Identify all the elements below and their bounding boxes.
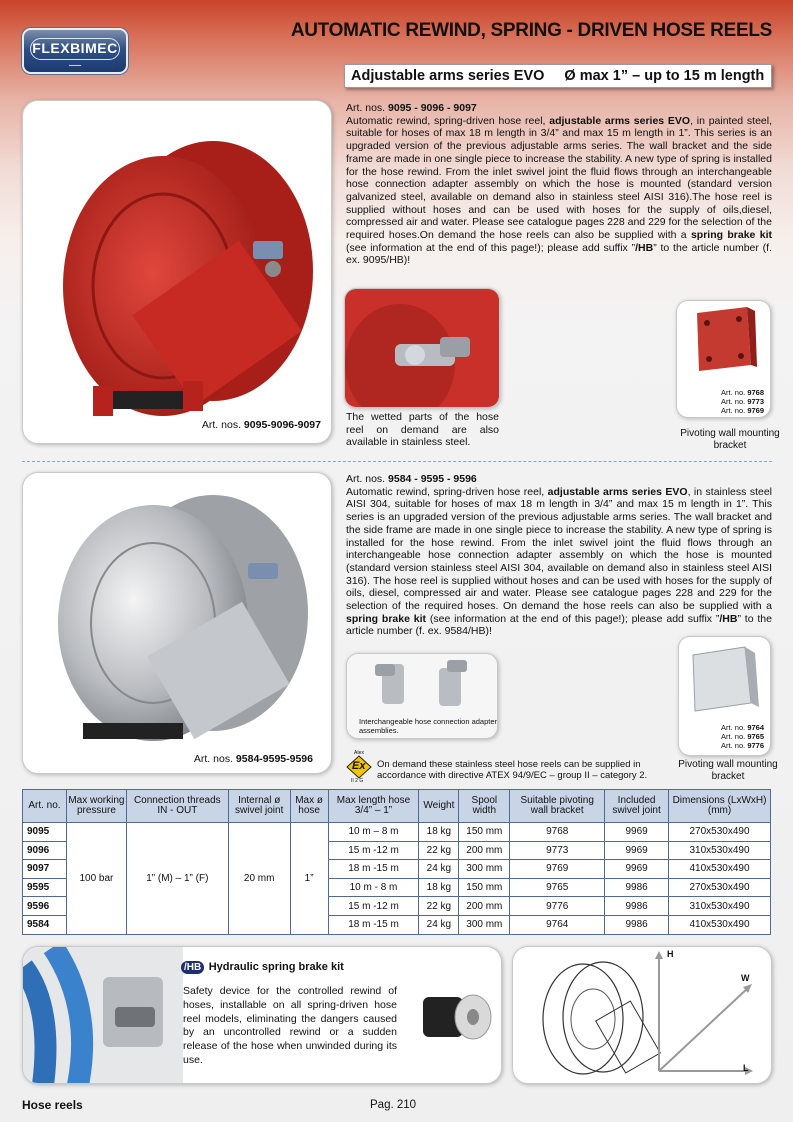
table-row: 9096 15 m -12 m 22 kg 200 mm 9773 9969 310x530x490 [23,841,771,860]
table-row: 9584 18 m -15 m 24 kg 300 mm 9764 9986 410x530x490 [23,915,771,934]
section1-body: Automatic rewind, spring-driven hose reel, adjustable arms series EVO, in painted steel, suitable for hoses of max 18 m length in 3/4” and max 15 m length in 1”. This series is an upgraded version of the previous adjustable arms series. The wall bracket and the side frame are made in one single piece to increase the stability. A new type of spring is installed for the hose rewind. From the inlet swivel joint the fluid flows through an interchangeable hose connection adapter assembly on which the hose is mounted (standard version galvanized steel, available on demand also in stainless steel AISI 316).The hose reel is supplied without hoses and can be used with hoses for the supply of oils,diesel, compressed air and water. Please see catalogue pages 228 and 229 for the selection of the required hoses.On demand the hose reels can also be supplied with a spring brake kit (see information at the end of this page!); please add suffix ”/HB” to the article number (f. ex. 9095/HB)! [346,114,773,267]
stainless-hose-reel-image [23,473,332,774]
series-subtitle [344,64,772,88]
logo-text: FLEXBIMEC [30,38,120,60]
table-row: 9596 15 m -12 m 22 kg 200 mm 9776 9986 310x530x490 [23,897,771,916]
col-pressure: Max working pressure [66,790,126,823]
red-bracket-photo [676,300,771,418]
col-spool: Spool width [459,790,510,823]
col-joint: Included swivel joint [605,790,669,823]
brake-kit-panel [22,946,502,1084]
section2-description [346,473,772,638]
dimensions-diagram-panel [512,946,772,1084]
brake-kit-reel-image [23,947,183,1084]
axis-h-label: H [667,949,674,959]
axis-l-label: L [743,1063,749,1073]
red-bracket-caption: Pivoting wall mounting bracket [680,428,780,451]
threads-cell: 1” (M) – 1” (F) [126,823,228,935]
table-row: 9097 18 m -15 m 24 kg 300 mm 9769 9969 410x530x490 [23,860,771,879]
specifications-table [22,789,771,935]
col-swivel: Internal ø swivel joint [228,790,290,823]
flexbimec-logo [22,28,128,74]
stainless-bracket-art-numbers: Art. no. 9764 Art. no. 9765 Art. no. 9776 [721,723,764,750]
red-reel-caption: Art. nos. 9095-9096-9097 [201,419,321,431]
table-row: 9595 10 m - 8 m 18 kg 150 mm 9765 9986 270x530x490 [23,878,771,897]
table-header-row [23,790,771,823]
axis-w-label: W [741,973,750,983]
series-spec: Ø max 1” – up to 15 m length [564,68,765,84]
stainless-reel-caption: Art. nos. 9584-9595-9596 [193,753,313,765]
brake-kit-heading [181,957,344,975]
dimensions-diagram [513,947,772,1084]
col-dims: Dimensions (LxWxH) (mm) [669,790,771,823]
red-hose-reel-image [23,101,332,444]
section1-heading: Art. nos. 9095 - 9096 - 9097 [346,102,477,114]
page-number: Pag. 210 [370,1099,417,1111]
swivel-cell: 20 mm [228,823,290,935]
col-hose: Max ø hose [290,790,328,823]
adapter-assemblies-photo [346,653,498,739]
series-name: Adjustable arms series EVO [351,68,545,84]
section1-description [346,102,772,267]
red-hose-reel-photo [22,100,332,444]
col-threads: Connection threads IN - OUT [126,790,228,823]
section2-body: Automatic rewind, spring-driven hose reel, adjustable arms series EVO, in stainless steel AISI 304, suitable for hoses of max 18 m length in 3/4” and max 15 m length in 1”. This series is an upgraded version of the previous adjustable arms series. The wall bracket and the side frame are made in one single piece to increase the stability. A new type of spring is installed for the hose rewind. From the inlet swivel joint the fluid flows through an interchangeable hose connection adapter assembly on which the hose is mounted (standard version stainless steel AISI 304, available on demand also in stainless steel AISI 316). The hose reel is supplied without hoses and can be used with hoses for the supply of oils, diesel, compressed air and water. Please see catalogue pages 228 and 229 for the selection of the required hoses. On demand the hose reels can also be supplied with a spring brake kit (see information at the end of this page!); please add suffix ”/HB” to the article number (f. ex. 9584/HB)! [346,485,773,638]
stainless-hose-reel-photo [22,472,332,774]
wetted-parts-caption: The wetted parts of the hose reel on demand are also available in stainless steel. [346,411,499,449]
table-row: 9095 100 bar 1” (M) – 1” (F) 20 mm 1” 10 m – 8 m 18 kg 150 mm 9768 9969 270x530x490 [23,823,771,842]
col-art-no: Art. no. [23,790,67,823]
page-title: AUTOMATIC REWIND, SPRING - DRIVEN HOSE REELS [290,20,772,41]
footer-section-name: Hose reels [22,1098,83,1112]
brake-kit-description: Safety device for the controlled rewind of hoses, installable on all spring-driven hose reel models, eliminating the dangers caused by an uncontrolled rewind or a sudden release of the hose when unwinded during its use. [183,985,397,1066]
atex-note: On demand these stainless steel hose reels can be supplied in accordance with directive ATEX 94/9/EC – group II – category 2. [377,759,648,781]
col-length: Max length hose 3/4” – 1” [328,790,419,823]
stainless-bracket-photo [678,636,771,756]
hose-cell: 1” [290,823,328,935]
stainless-wetted-parts-photo [344,288,500,408]
logo-sub-mark: ━━━━ [68,63,82,69]
section2-heading: Art. nos. 9584 - 9595 - 9596 [346,473,477,485]
brake-kit-device-image [413,967,499,1067]
brake-kit-title: Hydraulic spring brake kit [208,961,344,973]
stainless-bracket-caption: Pivoting wall mounting bracket [678,759,778,782]
col-bracket: Suitable pivoting wall bracket [510,790,605,823]
section-divider [22,461,772,462]
atex-ex-icon: Atex Ex II 2 G [346,750,374,782]
red-bracket-art-numbers: Art. no. 9768 Art. no. 9773 Art. no. 9769 [721,388,764,415]
hb-badge: /HB [181,961,204,974]
adapter-caption: Interchangeable hose connection adapter assemblies. [359,717,498,735]
pressure-cell: 100 bar [66,823,126,935]
col-weight: Weight [419,790,459,823]
